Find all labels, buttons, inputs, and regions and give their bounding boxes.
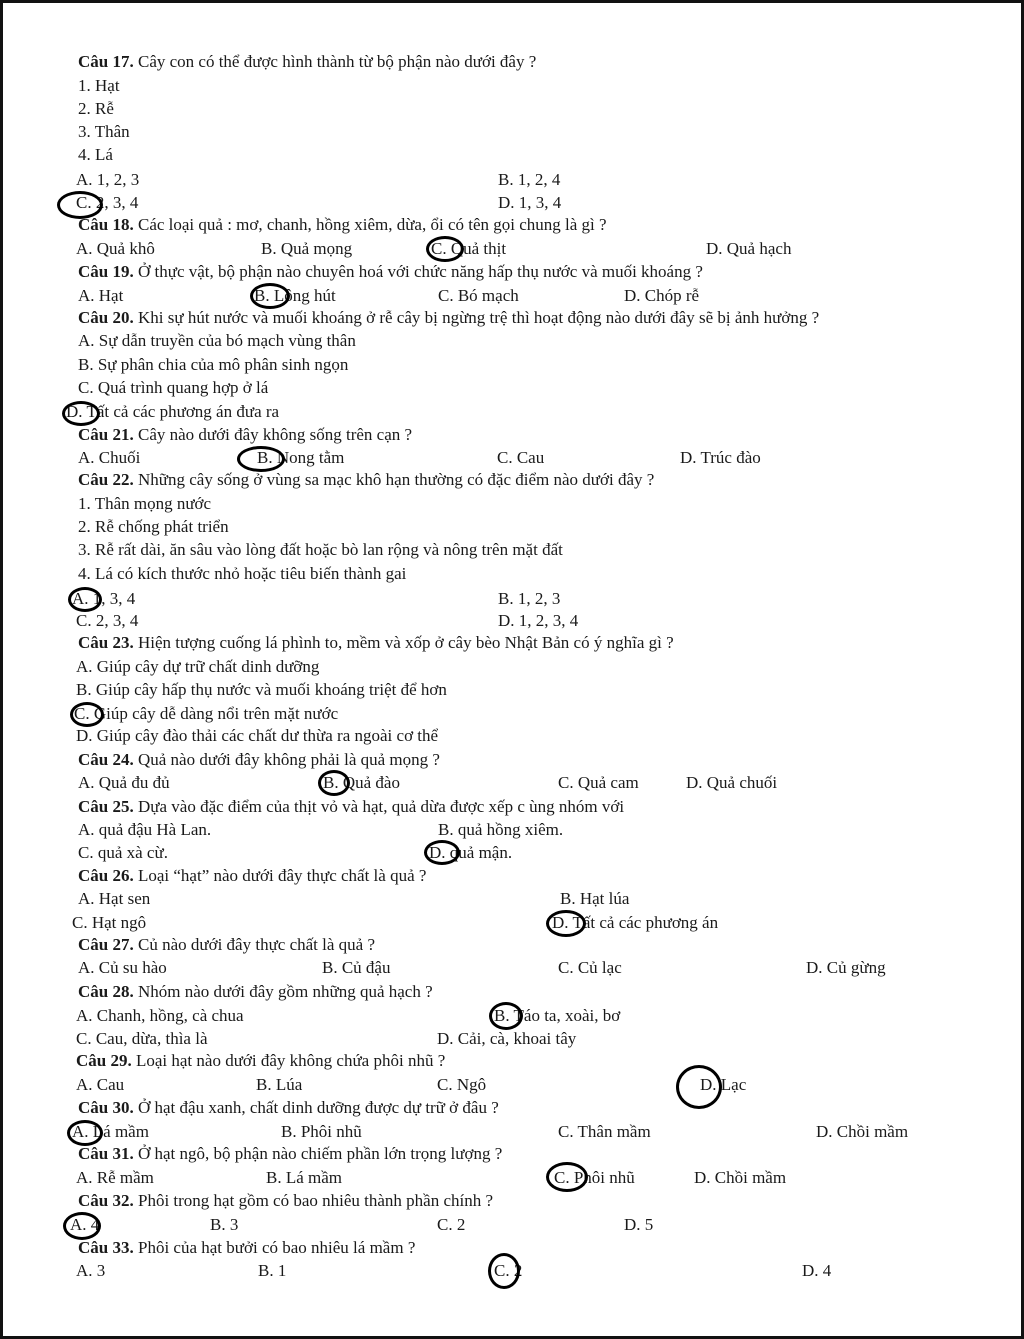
answer-option: C. 2, 3, 4 <box>76 611 139 630</box>
answer-option: D. Tất cả các phương án <box>552 913 719 932</box>
question-text: Phôi của hạt bưởi có bao nhiêu lá mầm ? <box>133 1238 416 1257</box>
answer-option: B. quả hồng xiêm. <box>438 820 564 839</box>
answer-option: C. quả xà cừ. <box>78 843 168 862</box>
question-line <box>78 52 536 72</box>
question-number: Câu 24. <box>78 750 134 769</box>
answer-option: 3. Rễ rất dài, ăn sâu vào lòng đất hoặc bò lan rộng và nông trên mặt đất <box>78 540 563 559</box>
answer-option: D. Quả hạch <box>706 239 792 258</box>
question-line <box>78 982 433 1002</box>
question-text: Cây nào dưới đây không sống trên cạn ? <box>133 425 413 444</box>
answer-option: C. Giúp cây dễ dàng nổi trên mặt nước <box>74 704 339 723</box>
answer-option: A. Quả đu đủ <box>78 773 170 792</box>
answer-option: C. Quả cam <box>558 773 639 792</box>
answer-option: D. Củ gừng <box>806 958 886 977</box>
question-number: Câu 32. <box>78 1191 134 1210</box>
answer-option: B. Lá mầm <box>266 1168 343 1187</box>
answer-option: C. Bó mạch <box>438 286 519 305</box>
question-number: Câu 18. <box>78 215 134 234</box>
answer-option: D. 1, 2, 3, 4 <box>498 611 579 630</box>
answer-option: A. Hạt sen <box>78 889 151 908</box>
question-line <box>78 1238 415 1258</box>
answer-option: A. Củ su hào <box>78 958 167 977</box>
answer-option: D. Giúp cây đào thải các chất dư thừa ra ngoài cơ thể <box>76 726 439 745</box>
answer-option: A. Chuối <box>78 448 141 467</box>
answer-option: B. Sự phân chia của mô phân sinh ngọn <box>78 355 349 374</box>
answer-option: C. Quá trình quang hợp ở lá <box>78 378 269 397</box>
question-number: Câu 30. <box>78 1098 134 1117</box>
question-line <box>78 1144 502 1164</box>
answer-option: C. 2 <box>437 1215 466 1234</box>
answer-option: B. Củ đậu <box>322 958 391 977</box>
answer-option: B. Táo ta, xoài, bơ <box>494 1006 621 1025</box>
question-number: Câu 27. <box>78 935 134 954</box>
answer-option: B. Giúp cây hấp thụ nước và muối khoáng triệt để hơn <box>76 680 447 699</box>
answer-option: C. Thân mầm <box>558 1122 651 1141</box>
question-line <box>76 1051 445 1071</box>
question-number: Câu 31. <box>78 1144 134 1163</box>
question-text: Loại hạt nào dưới đây không chứa phôi nhũ ? <box>131 1051 446 1070</box>
question-text: Ở hạt đậu xanh, chất dinh dưỡng được dự trữ ở đâu ? <box>133 1098 499 1117</box>
answer-option: A. Chanh, hồng, cà chua <box>76 1006 244 1025</box>
question-text: Những cây sống ở vùng sa mạc khô hạn thường có đặc điểm nào dưới đây ? <box>133 470 655 489</box>
answer-option: C. Củ lạc <box>558 958 622 977</box>
answer-option: B. Phôi nhũ <box>281 1122 362 1141</box>
answer-option: 4. Lá <box>78 145 113 164</box>
answer-option: B. 3 <box>210 1215 239 1234</box>
answer-option: D. Chóp rễ <box>624 286 700 305</box>
answer-option: B. Quả đào <box>323 773 400 792</box>
answer-option: D. Tất cả các phương án đưa ra <box>66 402 280 421</box>
question-number: Câu 28. <box>78 982 134 1001</box>
question-number: Câu 29. <box>76 1051 132 1070</box>
question-line <box>78 633 674 653</box>
answer-option: 1. Thân mọng nước <box>78 494 212 513</box>
answer-option: C. Ngô <box>437 1075 487 1094</box>
answer-option: D. 1, 3, 4 <box>498 193 562 212</box>
question-text: Hiện tượng cuống lá phình to, mềm và xốp ở cây bèo Nhật Bản có ý nghĩa gì ? <box>133 633 674 652</box>
answer-option: A. Sự dẫn truyền của bó mạch vùng thân <box>78 331 356 350</box>
question-line <box>78 866 426 886</box>
answer-option: A. quả đậu Hà Lan. <box>78 820 212 839</box>
answer-option: D. Chồi mầm <box>694 1168 787 1187</box>
answer-option: D. Trúc đào <box>680 448 761 467</box>
answer-option: B. 1, 2, 4 <box>498 170 561 189</box>
answer-option: B. Lúa <box>256 1075 303 1094</box>
answer-option: B. 1 <box>258 1261 287 1280</box>
answer-option: D. 5 <box>624 1215 654 1234</box>
answer-option: C. 2, 3, 4 <box>76 193 139 212</box>
question-line <box>78 425 412 445</box>
question-line <box>78 262 703 282</box>
answer-option: D. 4 <box>802 1261 832 1280</box>
question-text: Nhóm nào dưới đây gồm những quả hạch ? <box>133 982 433 1001</box>
answer-option: 1. Hạt <box>78 76 120 95</box>
question-text: Khi sự hút nước và muối khoáng ở rễ cây bị ngừng trệ thì hoạt động nào dưới đây sẽ bị ảnh hưởng ? <box>133 308 820 327</box>
answer-option: 2. Rễ chống phát triển <box>78 517 229 536</box>
question-line <box>78 935 375 955</box>
answer-option: D. Quả chuối <box>686 773 778 792</box>
answer-option: A. Quả khô <box>76 239 155 258</box>
answer-option: B. Hạt lúa <box>560 889 630 908</box>
answer-option: B. Quả mọng <box>261 239 353 258</box>
question-text: Cây con có thể được hình thành từ bộ phận nào dưới đây ? <box>133 52 537 71</box>
question-number: Câu 22. <box>78 470 134 489</box>
answer-option: A. Giúp cây dự trữ chất dinh dưỡng <box>76 657 320 676</box>
answer-option: A. Rễ mầm <box>76 1168 154 1187</box>
question-line <box>78 470 654 490</box>
question-number: Câu 19. <box>78 262 134 281</box>
question-number: Câu 20. <box>78 308 134 327</box>
question-line <box>78 797 624 817</box>
question-line <box>78 215 607 235</box>
question-line <box>78 750 440 770</box>
answer-option: C. Quả thịt <box>431 239 507 258</box>
answer-option: D. Cải, cà, khoai tây <box>437 1029 577 1048</box>
question-text: Phôi trong hạt gồm có bao nhiêu thành phần chính ? <box>133 1191 494 1210</box>
question-number: Câu 33. <box>78 1238 134 1257</box>
question-number: Câu 23. <box>78 633 134 652</box>
answer-option: C. Phôi nhũ <box>554 1168 635 1187</box>
answer-option: A. Hạt <box>78 286 124 305</box>
question-line <box>78 1191 493 1211</box>
answer-option: 3. Thân <box>78 122 130 141</box>
question-number: Câu 26. <box>78 866 134 885</box>
question-number: Câu 17. <box>78 52 134 71</box>
answer-option: D. Chồi mầm <box>816 1122 909 1141</box>
question-text: Loại “hạt” nào dưới đây thực chất là quả ? <box>133 866 427 885</box>
answer-option: C. Hạt ngô <box>72 913 147 932</box>
answer-option: A. 1, 2, 3 <box>76 170 140 189</box>
answer-option: A. 1, 3, 4 <box>72 589 136 608</box>
question-text: Ở hạt ngô, bộ phận nào chiếm phần lớn trọng lượng ? <box>133 1144 503 1163</box>
question-text: Dựa vào đặc điểm của thịt vỏ và hạt, quả dừa được xếp c ùng nhóm với <box>133 797 625 816</box>
answer-option: B. 1, 2, 3 <box>498 589 561 608</box>
answer-option: C. Cau, dừa, thìa là <box>76 1029 208 1048</box>
answer-option: C. 2 <box>494 1261 523 1280</box>
answer-option: B. Lông hút <box>254 286 336 305</box>
question-number: Câu 25. <box>78 797 134 816</box>
answer-option: A. 4 <box>70 1215 100 1234</box>
question-line <box>78 308 819 328</box>
answer-option: C. Cau <box>497 448 545 467</box>
answer-option: D. quả mận. <box>429 843 513 862</box>
answer-option: A. Cau <box>76 1075 125 1094</box>
question-text: Các loại quả : mơ, chanh, hồng xiêm, dừa, ổi có tên gọi chung là gì ? <box>133 215 607 234</box>
question-text: Củ nào dưới đây thực chất là quả ? <box>133 935 375 954</box>
question-text: Quả nào dưới đây không phải là quả mọng ? <box>133 750 440 769</box>
answer-option: A. Lá mầm <box>72 1122 149 1141</box>
question-line <box>78 1098 499 1118</box>
question-text: Ở thực vật, bộ phận nào chuyên hoá với chức năng hấp thụ nước và muối khoáng ? <box>133 262 703 281</box>
question-number: Câu 21. <box>78 425 134 444</box>
answer-option: 2. Rễ <box>78 99 114 118</box>
answer-option: 4. Lá có kích thước nhỏ hoặc tiêu biến thành gai <box>78 564 407 583</box>
answer-option: A. 3 <box>76 1261 106 1280</box>
answer-option: B. Nong tằm <box>257 448 345 467</box>
answer-option: D. Lạc <box>700 1075 747 1094</box>
